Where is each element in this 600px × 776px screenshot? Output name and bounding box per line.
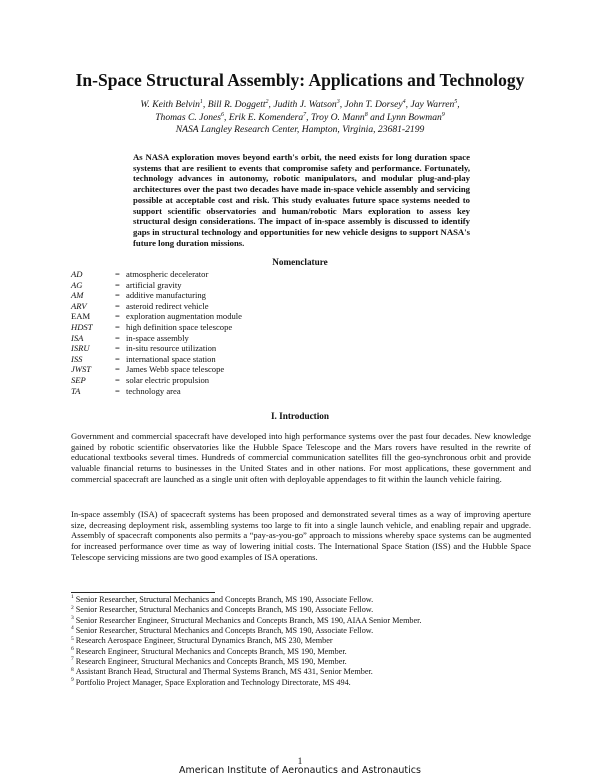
footnote (71, 616, 531, 626)
nomenclature-list (71, 269, 401, 396)
author-mark: 4 (402, 98, 406, 105)
author-name: Judith J. Watson (273, 99, 337, 110)
nomenclature-abbr: SEP (71, 374, 86, 385)
nomenclature-item (71, 333, 401, 344)
author-separator: , (306, 111, 311, 123)
nomenclature-abbr: TA (71, 385, 81, 396)
author-name: Troy O. Mann (310, 111, 365, 123)
author-name: Erik E. Komendera (228, 111, 304, 123)
introduction-heading: I. Introduction (270, 411, 330, 421)
footnote (71, 667, 531, 677)
footnote-mark: 9 (71, 677, 74, 684)
footnote-mark: 8 (71, 666, 74, 673)
nomenclature-item (71, 269, 401, 280)
nomenclature-abbr: AD (71, 269, 83, 279)
nomenclature-abbr: EAM (71, 311, 91, 322)
nomenclature-definition: international space station (126, 353, 216, 364)
nomenclature-abbr: ISRU (71, 343, 90, 354)
equals-sign: = (115, 269, 120, 279)
footnote (71, 678, 531, 688)
nomenclature-item (71, 301, 401, 312)
nomenclature-abbr: HDST (71, 321, 93, 332)
footnote-text: Research Engineer, Structural Mechanics and Concepts Branch, MS 190, Member. (75, 657, 347, 667)
author-separator: , (457, 99, 460, 110)
author-separator: , (268, 99, 274, 110)
footnote-text: Senior Researcher, Structural Mechanics and Concepts Branch, MS 190, Associate Fellow. (75, 605, 374, 615)
nomenclature-definition: in-situ resource utilization (126, 343, 217, 354)
nomenclature-item (71, 364, 401, 375)
equals-sign: = (115, 300, 120, 311)
equals-sign: = (115, 332, 120, 343)
footnote-text: Senior Researcher, Structural Mechanics and Concepts Branch, MS 190, Associate Fellow. (75, 595, 374, 604)
nomenclature-item (71, 280, 401, 291)
footnote (71, 626, 531, 636)
paper-title: In-Space Structural Assembly: Applications and Technology (75, 70, 525, 90)
nomenclature-item (71, 354, 401, 365)
nomenclature-definition: atmospheric decelerator (126, 269, 209, 279)
nomenclature-definition: artificial gravity (126, 279, 182, 290)
author-line-1 (60, 99, 540, 112)
author-name: W. Keith Belvin (140, 99, 200, 110)
nomenclature-abbr: AG (71, 279, 83, 290)
footnotes (71, 595, 531, 688)
footnote-mark: 7 (71, 656, 74, 663)
nomenclature-definition: additive manufacturing (126, 290, 206, 301)
footnote-mark: 5 (71, 635, 74, 642)
footnote (71, 636, 531, 646)
author-separator: , (405, 99, 411, 110)
nomenclature-item (71, 343, 401, 354)
nomenclature-abbr: ISS (71, 353, 83, 364)
footnote-text: Senior Researcher, Structural Mechanics and Concepts Branch, MS 190, Associate Fellow. (75, 626, 374, 636)
author-name: Thomas C. Jones (155, 111, 222, 123)
nomenclature-heading: Nomenclature (272, 257, 328, 267)
nomenclature-definition: asteroid redirect vehicle (126, 300, 209, 311)
author-separator: , (224, 111, 229, 123)
footnote-divider (71, 592, 215, 593)
author-name: Bill R. Doggett (207, 99, 266, 110)
footnote (71, 595, 531, 605)
footnote-mark: 2 (71, 604, 74, 611)
author-mark: 7 (303, 111, 307, 118)
nomenclature-definition: in-space assembly (126, 332, 189, 343)
nomenclature-definition: technology area (126, 385, 181, 396)
author-mark: 2 (265, 98, 269, 105)
author-block (60, 99, 540, 137)
footnote-text: Assistant Branch Head, Structural and Thermal Systems Branch, MS 431, Senior Member. (75, 667, 373, 677)
author-mark: 9 (441, 111, 445, 118)
nomenclature-item (71, 322, 401, 333)
nomenclature-item (71, 375, 401, 386)
author-separator: , (202, 99, 208, 110)
equals-sign: = (115, 290, 120, 301)
author-separator: and (367, 111, 387, 123)
equals-sign: = (115, 385, 120, 396)
footnote-mark: 3 (71, 614, 74, 621)
footnote-text: Research Aerospace Engineer, Structural Dynamics Branch, MS 230, Member (75, 636, 333, 646)
nomenclature-abbr: AM (71, 290, 84, 301)
footer-organization: American Institute of Aeronautics and Astronautics (179, 765, 421, 776)
nomenclature-item (71, 386, 401, 397)
nomenclature-abbr: JWST (71, 364, 92, 375)
equals-sign: = (115, 374, 120, 385)
footnote-text: Senior Researcher Engineer, Structural Mechanics and Concepts Branch, MS 190, AIAA Senior Member. (75, 615, 422, 625)
intro-paragraph-2: In-space assembly (ISA) of spacecraft systems has been proposed and demonstrated several times as a way of improving aperture size, decreasing deployment risk, assembling systems too large to fit into a single launch vehicle, and enabling repair and upgrade. Assembly of spacecraft components also permits a “pay-as-you-go” approach to missions whereby space systems can be augmented for increased performance over time as way of lowering initial costs. The International Space Station (ISS) and the Hubble Space Telescope servicing missions are two good examples of ISA operations. (71, 509, 531, 562)
affiliation: NASA Langley Research Center, Hampton, Virginia, 23681-2199 (175, 124, 425, 136)
equals-sign: = (115, 321, 120, 332)
author-mark: 5 (454, 98, 458, 105)
abstract: As NASA exploration moves beyond earth's orbit, the need exists for long duration space systems that are resilient to events that compromise safety and performance. Fortunately, technology advances in autonomy, robotic manipulators, and modular plug-and-play architectures over the past two decades have made in-space vehicle assembly and servicing possible at acceptable cost and risk. This study evaluates future space systems needed to support scientific observatories and human/robotic Mars exploration to assess key structural design considerations. The impact of in-space assembly is discussed to identify gaps in structural technology and opportunities for new vehicle designs to support NASA's future long duration missions. (133, 152, 470, 248)
author-mark: 8 (364, 111, 368, 118)
footnote-mark: 4 (71, 625, 74, 632)
footnote-text: Portfolio Project Manager, Space Exploration and Technology Directorate, MS 494. (75, 677, 351, 687)
footnote-mark: 6 (71, 645, 74, 652)
nomenclature-abbr: ISA (71, 332, 84, 343)
equals-sign: = (115, 364, 120, 375)
nomenclature-definition: high definition space telescope (126, 321, 233, 332)
author-name: Lynn Bowman (386, 111, 442, 123)
footnote (71, 657, 531, 667)
equals-sign: = (115, 279, 120, 290)
author-name: Jay Warren (410, 99, 455, 110)
nomenclature-definition: solar electric propulsion (126, 374, 210, 385)
page-number: 1 (297, 757, 303, 767)
nomenclature-definition: exploration augmentation module (126, 311, 242, 322)
equals-sign: = (115, 353, 120, 364)
footnote-mark: 1 (71, 594, 74, 601)
footnote (71, 605, 531, 615)
footnote (71, 647, 531, 657)
intro-paragraph-1: Government and commercial spacecraft have developed into high performance systems over the past four decades. New knowledge gained by robotic scientific observatories like the Hubble Space Telescope and the Mars rovers have resulted in the rewrite of educational textbooks several times. Hundreds of commercial communication satellites fill the geo-synchronous orbit and provide valuable financial returns to businesses in the United States and in other nations. For most applications, these government and commercial spacecraft are launched as a single unit often with deployable appendages to fit within the launch vehicle fairing. (71, 431, 531, 484)
author-line-2 (60, 112, 540, 125)
equals-sign: = (115, 343, 120, 354)
nomenclature-definition: James Webb space telescope (126, 364, 225, 375)
nomenclature-abbr: ARV (71, 300, 87, 311)
author-mark: 6 (221, 111, 225, 118)
nomenclature-item (71, 290, 401, 301)
author-name: John T. Dorsey (344, 99, 403, 110)
author-separator: , (339, 99, 345, 110)
author-mark: 3 (336, 98, 340, 105)
author-mark: 1 (199, 98, 203, 105)
nomenclature-item (71, 311, 401, 322)
footnote-text: Research Engineer, Structural Mechanics and Concepts Branch, MS 190, Member. (75, 646, 347, 656)
equals-sign: = (115, 311, 120, 322)
